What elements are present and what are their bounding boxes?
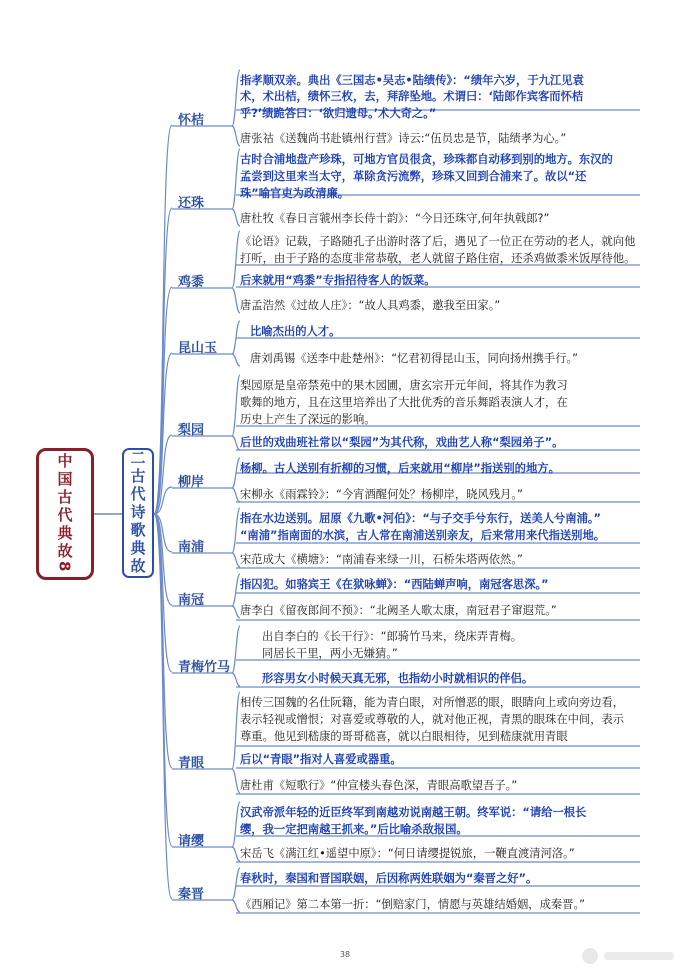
topic-name: 还珠	[178, 196, 205, 211]
topic-name: 青梅竹马	[178, 660, 231, 675]
meaning-text: 指孝顺双亲。典出《三国志•吴志•陆绩传》：“绩年六岁，于九江见袁	[240, 74, 584, 87]
example-text: 唐杜甫《短歌行》“仲宣楼头春色深，青眼高歌望吾子。”	[240, 779, 518, 792]
bracket-top	[232, 626, 240, 673]
meaning-text: 比喻杰出的人才。	[250, 325, 341, 338]
bracket-bottom	[232, 847, 240, 861]
meaning-text: 孟尝到这里来当太守，革除贪污流弊，珍珠又回到合浦来了。故以“还	[240, 170, 587, 183]
bracket-bottom	[232, 488, 240, 502]
topic-name: 梨园	[178, 423, 205, 438]
topic-name: 昆山玉	[178, 341, 218, 356]
example-text: 宋岳飞《满江红•遥望中原》：“何日请缨提锐旅，一鞭直渡清河洛。”	[240, 847, 575, 860]
bracket-bottom	[232, 126, 240, 146]
example-text: 打听，由于子路的态度非常恭敬，老人就留子路住宿，还杀鸡做黍米饭厚待他。	[240, 252, 636, 265]
example-text: 《西厢记》第二本第一折：“倒赔家门，情愿与英雄结婚姻，成秦晋。”	[240, 898, 585, 911]
root-node	[36, 448, 94, 580]
bracket-top	[232, 868, 240, 900]
category-title: 二古代诗歌典故	[128, 450, 147, 576]
bracket-top	[232, 692, 240, 769]
meaning-text: 杨柳。古人送别有折柳的习惯，后来就用“柳岸”指送别的地方。	[240, 462, 560, 475]
root-title: 中国古代典故8	[55, 453, 74, 575]
topic-name: 青眼	[178, 756, 205, 771]
meaning-text: 指在水边送别。屈原《九歌•河伯》：“与子交手兮东行，送美人兮南浦。”	[240, 512, 601, 525]
meaning-text: “南浦”指南面的水滨，古人常在南浦送别亲友，后来常用来代指送别地。	[240, 529, 606, 542]
bracket-bottom	[232, 769, 240, 793]
example-text: 历史上产生了深远的影响。	[240, 413, 376, 426]
category-node	[122, 448, 154, 578]
bracket-top	[232, 802, 240, 847]
bracket-bottom	[232, 900, 240, 912]
example-text: 歌舞的地方，且在这里培养出了大批优秀的音乐舞蹈表演人才，在	[240, 396, 568, 409]
meaning-text: 后来就用“鸡黍”专指招待客人的饭菜。	[240, 274, 436, 287]
bracket-bottom	[232, 673, 240, 686]
page-number: 38	[339, 950, 351, 959]
bracket-top	[232, 70, 240, 126]
bracket-bottom	[232, 288, 240, 313]
bracket-bottom	[232, 209, 240, 226]
bracket-top	[232, 508, 240, 553]
example-text: 唐杜牧《春日言虢州李长侍十韵》：“今日还珠守,何年执戟郎?”	[240, 212, 550, 225]
topic-name: 南浦	[178, 540, 205, 555]
example-text: 唐孟浩然《过故人庄》：“故人具鸡黍，邀我至田家。”	[240, 299, 501, 312]
example-text: 宋范成大《横塘》：“南浦春来绿一川，石桥朱塔两依然。”	[240, 553, 523, 566]
example-text: 梨园原是皇帝禁苑中的果木园圃，唐玄宗开元年间，将其作为教习	[240, 379, 568, 392]
bracket-top	[232, 574, 240, 606]
bracket-top	[232, 231, 240, 288]
example-text: 同居长干里，两小无嫌猜。”	[262, 647, 398, 660]
bracket-bottom	[232, 436, 240, 450]
meaning-text: 指囚犯。如骆宾王《在狱咏蝉》：“西陆蝉声响，南冠客思深。”	[240, 578, 549, 591]
topic-name: 怀桔	[178, 113, 205, 128]
bracket-bottom	[232, 606, 240, 618]
meaning-text: 形容男女小时候天真无邪，也指幼小时就相识的伴侣。	[262, 672, 534, 685]
branch-link	[154, 514, 172, 899]
meaning-text: 春秋时，秦国和晋国联姻，后因称两姓联姻为“秦晋之好”。	[240, 872, 538, 885]
meaning-text: 珠”喻官吏为政清廉。	[240, 187, 350, 200]
meaning-text: 后世的戏曲班社常以“梨园”为其代称，戏曲艺人称“梨园弟子”。	[240, 436, 564, 449]
example-text: 出自李白的《长干行》：“郎骑竹马来，绕床弄青梅。	[262, 630, 523, 643]
topic-name: 秦晋	[178, 887, 205, 902]
bracket-top	[232, 375, 240, 436]
meaning-text: 术，术出桔，绩怀三枚，去，拜辞坠地。术谓曰：‘陆郎作宾客而怀桔	[240, 90, 584, 103]
topic-name: 请缨	[178, 834, 205, 849]
topic-name: 柳岸	[178, 475, 205, 490]
example-text: 《论语》记载，子路随孔子出游时落了后，遇见了一位正在劳动的老人，就向他	[240, 235, 636, 248]
bracket-bottom	[232, 354, 240, 366]
bracket-top	[232, 149, 240, 209]
example-text: 表示轻视或憎恨；对喜爱或尊敬的人，就对他正视，青黑的眼珠在中间，表示	[240, 713, 625, 726]
meaning-text: 缨，我一定把南越王抓来。”后比喻杀敌报国。	[240, 823, 468, 836]
example-text: 相传三国魏的名仕阮籍，能为青白眼，对所憎恶的眼，眼睛向上或向旁边看，	[240, 696, 625, 709]
example-text: 宋柳永《雨霖铃》：“今宵酒醒何处？杨柳岸，晓风残月。”	[240, 488, 523, 501]
branch-link	[154, 125, 172, 514]
example-text: 唐刘禹锡《送李中赴楚州》：“忆君初得昆山玉，同向扬州携手行。”	[250, 352, 579, 365]
meaning-text: 后以“青眼”指对人喜爱或器重。	[240, 753, 402, 766]
meaning-text: 古时合浦地盘产珍珠，可地方官员很贪，珍珠都自动移到别的地方。东汉的	[240, 153, 613, 166]
meaning-text: 乎?’绩跪答曰：‘欲归遗母。’术大奇之。”	[240, 107, 437, 120]
topic-name: 鸡黍	[178, 275, 205, 290]
example-text: 唐张祜《送魏尚书赴镇州行营》诗云:“伍员忠是节，陆绩孝为心。”	[240, 132, 567, 145]
meaning-text: 汉武帝派年轻的近臣终军到南越劝说南越王朝。终军说：“请给一根长	[240, 806, 587, 819]
bracket-bottom	[232, 553, 240, 567]
watermark-logo	[580, 945, 680, 967]
topic-name: 南冠	[178, 593, 205, 608]
example-text: 尊重。他见到嵇康的哥哥嵇喜，就以白眼相待，见到嵇康就用青眼	[240, 730, 568, 743]
example-text: 唐李白《留夜郎间不预》：“北阙圣人歌太康，南冠君子窜遐荒。”	[240, 604, 557, 617]
